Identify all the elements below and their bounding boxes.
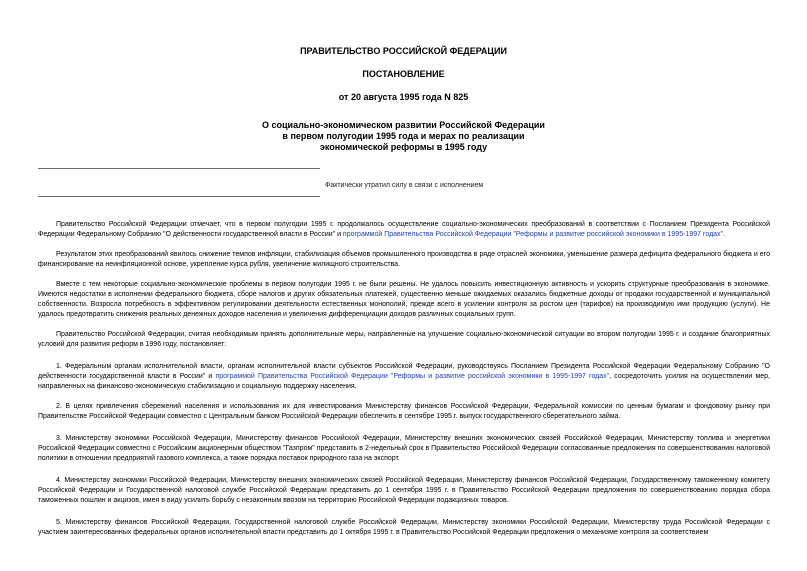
issuer-heading: ПРАВИТЕЛЬСТВО РОССИЙСКОЙ ФЕДЕРАЦИИ [300,46,507,56]
paragraph-item-5: 5. Министерству финансов Российской Федерации, Государственной налоговой службе Российской Федерации, Министерству экономики Российской Федерации, Министерству труда Российской Федерации с участием заинтересованных федеральных органов исполнительной власти представить до 1 октября 1995 г. в Правительство Российской Федерации предложения о механизме контроля за соответствием [38,519,770,536]
paragraph-text: . [723,231,725,238]
paragraph-text: Правительство Российской Федерации отмечает, что в первом полугодии 1995 г. продолжалось осуществление социально-экономических преобразований в соответствии с Посланием Президента Российской Федерации Федеральному Собранию "О действенности государственной власти в России" и [38,221,770,238]
status-note: Фактически утратил силу в связи с исполнением [325,182,484,189]
paragraph-item-2: 2. В целях привлечения сбережений населения и использования их для инвестирования Министерству финансов Российской Федерации, Федеральной комиссии по ценным бумагам и фондовому рынку при Правительстве Российской Федерации совместно с Центральным банком Российской Федерации обеспечить в сентябре 1995 г. выпуск государственного сберегательного займа. [38,403,770,420]
divider-bottom [38,196,320,197]
paragraph-intro [38,220,770,240]
paragraph-text: 1. Федеральным органам исполнительной власти, органам исполнительной власти субъектов Российской Федерации, руководствуясь Посланием Президента Российской Федерации Федеральному Собранию "О действенности государственной власти в России" и [38,363,770,380]
paragraph-results: Результатом этих преобразований явилось снижение темпов инфляции, стабилизация объемов промышленного производства в ряде отраслей экономики, уменьшение размера дефицита федерального бюджета и его финансирование на неинфляционной основе, укрепление курса рубля, увеличение жилищного строительства. [38,251,770,268]
paragraph-text: , сосредоточить усилия на осуществлении мер, направленных на финансово-экономическую стабилизацию и социальную поддержку населения. [38,373,771,390]
program-link[interactable]: программой Правительства Российской Федерации "Реформы и развитие российской экономики в 1995-1997 годах" [342,231,724,238]
paragraph-resolution: Правительство Российской Федерации, считая необходимым принять дополнительные меры, направленные на улучшение социально-экономической ситуации во втором полугодии 1995 г. и создание благоприятных условий для развития реформ в 1996 году, постановляет: [38,331,770,348]
paragraph-item-1 [38,362,770,392]
paragraph-item-4: 4. Министерству экономики Российской Федерации, Министерству внешних экономических связей Российской Федерации, Министерству финансов Российской Федерации, Государственному таможенному комитету Российской Федерации и Государственной налоговой службе Российской Федерации представить до 1 сентября 1995 г. в Правительство Российской Федерации предложения по совершенствованию порядка сбора таможенных пошлин и акцизов, имея в виду усилить борьбу с незаконным ввозом на территорию Российской Федерации подакцизных товаров. [38,477,770,504]
document-type: ПОСТАНОВЛЕНИЕ [362,69,445,79]
paragraph-item-3: 3. Министерству экономики Российской Федерации, Министерству финансов Российской Федерации, Министерству внешних экономических связей Российской Федерации, Министерству топлива и энергетики Российской Федерации совместно с Российским акционерным обществом "Газпром" представить в 2-недельный срок в Правительство Российской Федерации согласованные предложения по совершенствованию налоговой политики в отношении предприятий газового комплекса, а также порядка поставок природного газа на экспорт. [38,435,770,462]
divider-top [38,168,320,169]
document-date-number: от 20 августа 1995 года N 825 [338,92,469,102]
program-link[interactable]: программой Правительства Российской Федерации "Реформы и развитие российской экономики в 1995-1997 годах" [215,373,610,380]
title-line: в первом полугодии 1995 года и мерах по реализации [282,131,525,141]
title-line: О социально-экономическом развитии Российской Федерации [262,120,545,130]
paragraph-problems: Вместе с тем некоторые социально-экономические проблемы в первом полугодии 1995 г. не были решены. Не удалось повысить инвестиционную активность и ускорить структурные преобразования в экономике. Имеются недостатки в исполнении федерального бюджета, сборе налогов и других обязательных платежей, существенно меньше ожидаемых оказались бюджетные доходы от продажи государственной и муниципальной собственности. Возросла потребность в эффективном регулировании деятельности естественных монополий, прежде всего в усилении контроля за ростом цен (тарифов) на производимую ими продукцию (услуги). Не удалось предотвратить снижения реальных денежных доходов населения и увеличения дифференциации доходов различных социальных групп. [38,281,770,318]
title-line: экономической реформы в 1995 году [319,142,488,152]
document-title [0,120,807,153]
